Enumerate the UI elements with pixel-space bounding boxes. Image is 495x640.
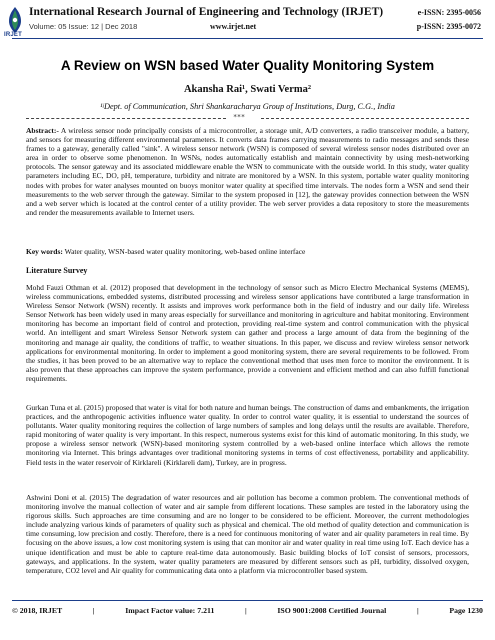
keywords-label: Key words: [26,247,63,256]
e-issn: e-ISSN: 2395-0056 [417,8,481,17]
body-paragraph: Mohd Fauzi Othman et al. (2012) proposed that development in the technology of sensor such as Micro Electro Mechanical Systems (MEMS), wireless communications, embedded systems, distributed processing and wireless sensor applications have contributed a large transformation in Wireless Sensor Network (WSN) recently. It assists and improves work performance both in the field of industry and our daily life. Wireless Sensor Network has been widely used in many areas especially for surveillance and monitoring in agriculture and habitat monitoring. Environment monitoring has become an important field of control and protection, providing real-time system and control communication with the physical world. An intelligent and smart Wireless Sensor Network system can gather and process a large amount of data from the beginning of the monitoring and manage air quality, the conditions of traffic, to weather situations. In this paper, we discuss and review wireless sensor network applications for environmental monitoring. In order to implement a good monitoring system, there are several requirements to be followed. From the studies, it has been proved to be an alternative way to replace the conventional method that uses men force to monitor the environment. It is also proven that these approaches can improve the system performance, provide a convenient and efficient method and can also fulfill functional requirements. [26,283,469,383]
logo-text: IRJET [4,32,23,38]
footer-page-number: Page 1230 [449,606,483,615]
separator-dash-right [261,118,469,119]
footer-separator: | [416,606,419,615]
paper-authors: Akansha Rai¹, Swati Verma² [183,84,312,95]
abstract-label: Abstract:- [26,126,59,135]
abstract [26,126,469,217]
section-heading: Literature Survey [26,266,88,275]
footer-divider [12,600,483,601]
page-footer [12,606,483,615]
footer-separator: | [245,606,247,615]
keywords [26,247,469,256]
section-separator [26,114,469,123]
footer-separator: | [92,606,95,615]
paper-title: A Review on WSN based Water Quality Monitoring System [60,58,435,73]
separator-dash-left [26,118,226,119]
header-divider [12,38,483,39]
author-affiliation: ¹ʲDept. of Communication, Shri Shankaracharya Group of Institutions, Durg, C.G., India [100,102,395,111]
abstract-text: A wireless sensor node principally consists of a microcontroller, a storage unit, A/D converters, a radio transceiver module, a battery, and sensors for measuring different environmental parameters. It converts data frames carrying measurements to radio messages and sends these frames to a gateway, generally called "sink". A wireless sensor network (WSN) is composed of several wireless sensor nodes distributed over an area in order to observe some phenomenon. In WSNs, nodes automatically establish and maintain connectivity by using mesh-networking protocols. The sensor gateway and its associated middleware enable the WSN to communicate with the outside world. In this study, water quality parameters including EC, DO, pH, temperature, turbidity and nitrate are monitored by a WSN. In this system, portable water quality monitoring nodes with probes for water analyses mounted on buoys monitor water quality at specified time intervals. The nodes form a WSN and send their measurements to the web server through the gateway. Similar to the system proposed in [12], the gateway provides connection between the WSN and a web server which is located at the control center of a utility provider. The web server provides a data repository to store the measurements and render the measurements available to Internet users. [26,126,469,217]
separator-stars: *** [233,114,245,121]
footer-impact-factor: Impact Factor value: 7.211 [125,606,215,615]
footer-copyright: © 2018, IRJET [12,606,63,615]
p-issn: p-ISSN: 2395-0072 [416,22,481,31]
journal-website-link[interactable]: www.irjet.net [210,22,257,31]
body-paragraph: Gurkan Tuna et al. (2015) proposed that water is vital for both nature and human beings. The construction of dams and embankments, the irrigation practices, and the anthropogenic activities influence water quality. In order to control water quality, it is essential to understand the sources of pollutants. Water quality monitoring requires the collection of large numbers of samples and long delays until the results are available. Therefore, rapid monitoring of water quality is very important. In this respect, numerous systems exist for this kind of automatic monitoring. In this study, we propose a wireless sensor network (WSN)-based monitoring system controlled by a web-based online interface which allows the remote monitoring via Internet. This brings advantages over traditional monitoring systems in terms of cost effectiveness, portability and applicability. Field tests in the water reservoir of Kirklareli (Kirklareli dam), Turkey, are in progress. [26,403,469,467]
footer-iso: ISO 9001:2008 Certified Journal [277,606,387,615]
body-paragraph: Ashwini Doni et al. (2015) The degradation of water resources and air pollution has become a common problem. The conventional methods of monitoring involve the manual collection of water and air sample from different locations. These samples are tested in the laboratory using the rigorous skills. Such approaches are time consuming and are no longer to be considered to be efficient. Moreover, the current methodologies include analyzing various kinds of parameters of quality such as physical and chemical. The old method of quality detection and communication is time consuming, low precision and costly. Therefore, there is a need for continuous monitoring of water and air quality parameters in real time. By focusing on the above issues, a low cost monitoring system is using that can monitor air and water quality in real time using IoT. Each device has a unique identification and must be able to capture real-time data autonomously. Basic building blocks of IoT consist of sensors, processors, gateways, and applications. In the system, water quality parameters are measured by different sensors such as pH, turbidity, dissolved oxygen, temperature, CO2 level and Air quality for communicating data onto a platform via microcontroller based system. [26,493,469,575]
volume-issue: Volume: 05 Issue: 12 | Dec 2018 [29,22,138,31]
journal-name: International Research Journal of Engineering and Technology (IRJET) [29,6,384,18]
keywords-text: Water quality, WSN-based water quality monitoring, web-based online interface [62,247,306,256]
